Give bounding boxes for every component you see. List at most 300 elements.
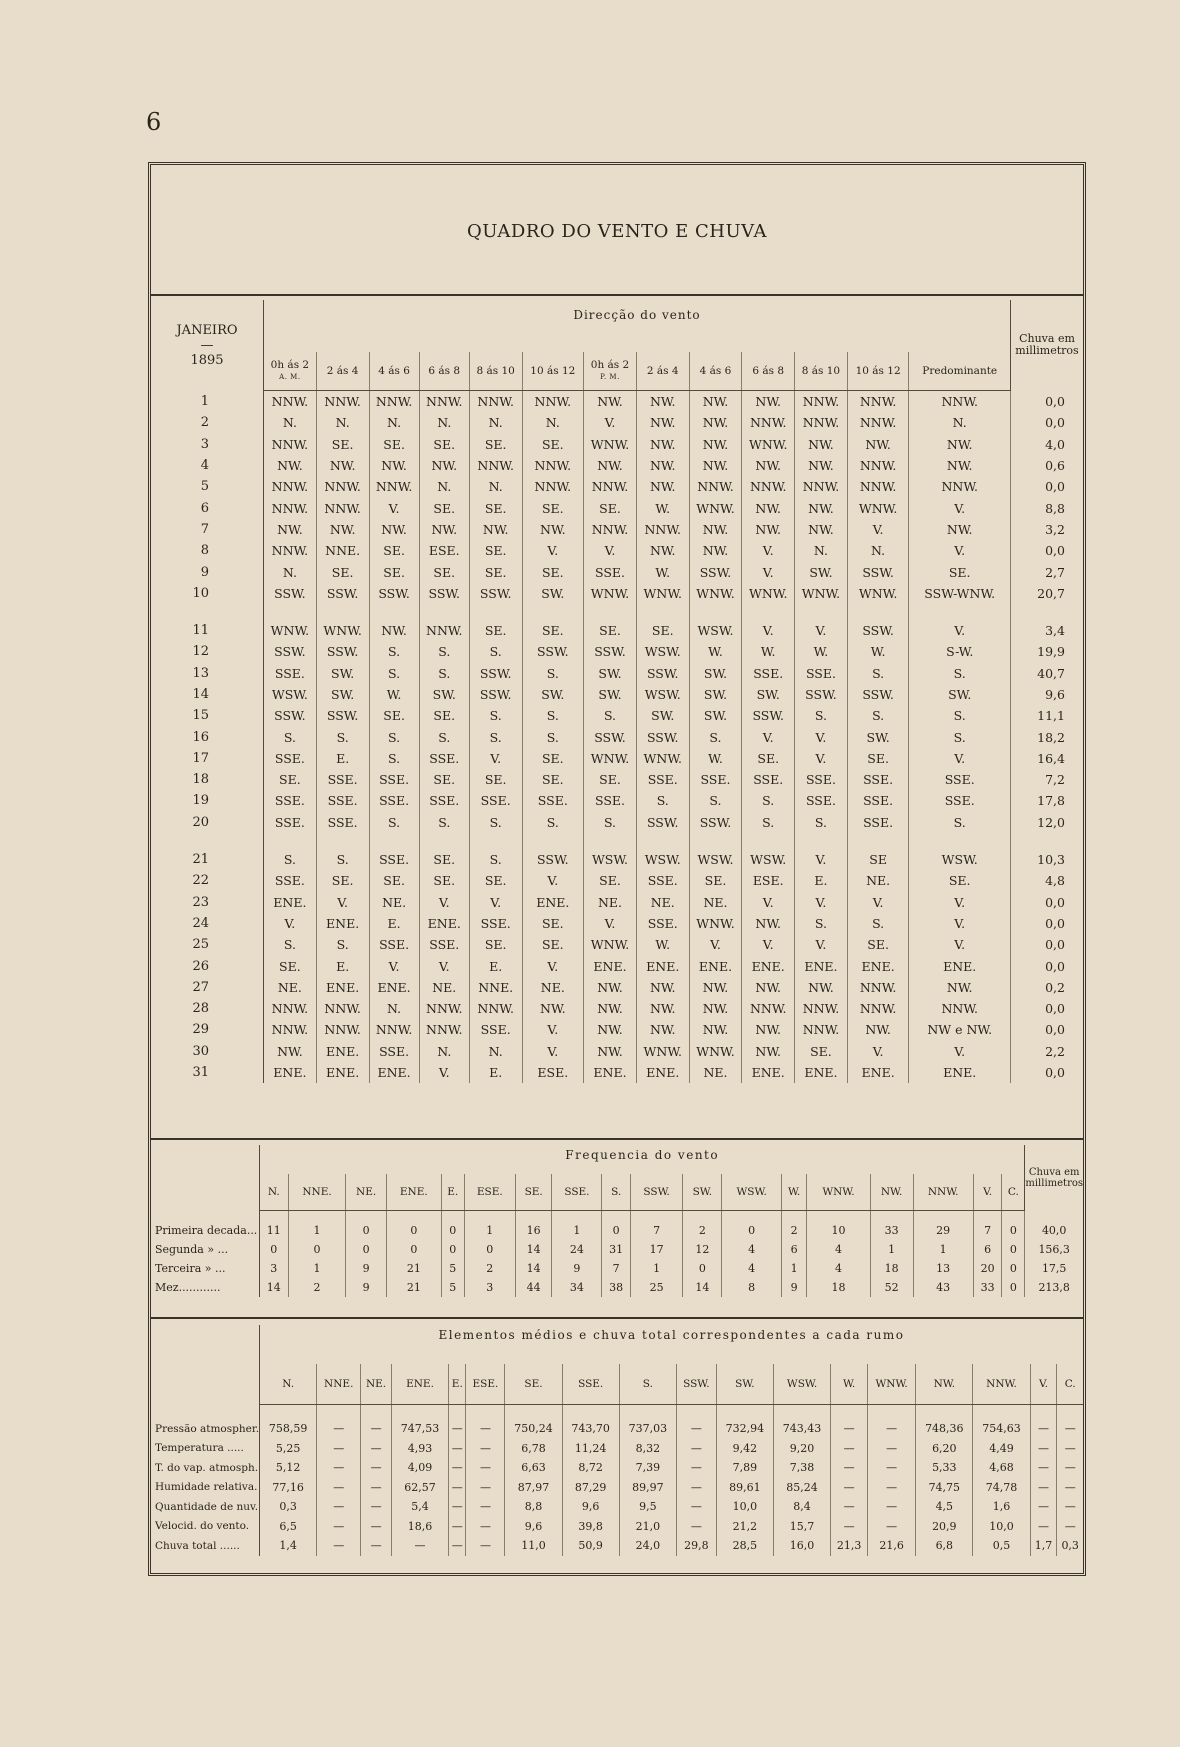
wind-direction-cell: SE. [636,620,689,641]
element-value-cell: 6,20 [916,1439,973,1459]
wind-direction-cell: V. [419,1062,469,1083]
rain-cell: 0,0 [1011,934,1084,955]
wind-direction-cell: V. [469,892,522,913]
frequency-cell: 3 [260,1259,289,1278]
frequency-group-header: Frequencia do vento [565,1148,720,1162]
wind-direction-cell: N. [264,412,317,433]
row-label: T. do vap. atmosph. [151,1458,260,1478]
wind-direction-cell: SSE. [795,769,848,790]
wind-direction-cell: E. [795,870,848,891]
wind-direction-cell: SE. [264,769,317,790]
wind-direction-cell: ENE. [909,1062,1011,1083]
wind-direction-cell: NW. [909,977,1011,998]
time-column-header [522,352,584,391]
wind-direction-cell: NW. [636,434,689,455]
element-value-cell: — [1064,1422,1076,1436]
frequency-cell: 5 [441,1259,464,1278]
wind-direction-cell: WNW. [584,583,637,604]
wind-direction-cell: NNE. [469,977,522,998]
frequency-cell: 0 [441,1221,464,1240]
wind-direction-cell: WSW. [689,620,742,641]
element-value-cell: 89,61 [716,1478,773,1498]
wind-direction-cell: V. [909,540,1011,561]
wind-direction-cell: SE. [469,540,522,561]
time-column-header [847,352,909,391]
frequency-cell: 0 [260,1240,289,1259]
wind-direction-cell: SSE. [419,934,469,955]
element-value-cell: 10,0 [716,1497,773,1517]
element-value-cell: — [676,1458,716,1478]
table-row [151,455,1083,476]
day-number: 8 [151,540,264,561]
element-value-cell: — [361,1439,392,1459]
time-column-header [264,352,317,391]
wind-direction-cell: N. [369,412,419,433]
wind-direction-cell: V. [584,540,637,561]
wind-direction-cell: V. [369,497,419,518]
wind-direction-cell: V. [795,849,848,870]
wind-direction-cell: ENE. [795,1062,848,1083]
wind-direction-cell: WNW. [689,913,742,934]
rain-cell: 11,1 [1011,705,1084,726]
wind-direction-cell: S. [316,726,369,747]
wind-direction-cell: S. [369,641,419,662]
wind-direction-cell: SSE. [469,913,522,934]
wind-direction-cell: S. [522,812,584,833]
wind-direction-cell: SSE. [264,790,317,811]
element-value-cell: 11,0 [505,1536,562,1556]
frequency-cell: 6 [973,1240,1002,1259]
wind-direction-cell: SSW. [689,812,742,833]
wind-direction-cell: V. [847,892,909,913]
wind-direction-cell: SSE. [795,663,848,684]
wind-direction-cell: V. [795,892,848,913]
element-value-cell: — [317,1497,361,1517]
wind-direction-cell: SE. [847,934,909,955]
wind-direction-cell: V. [742,726,795,747]
frequency-cell: 0 [722,1221,782,1240]
elements-column-header: SE. [505,1364,562,1405]
wind-direction-cell: NNW. [316,497,369,518]
time-column-label: 2 ás 4 [326,365,359,377]
frequency-column-header: W. [781,1174,806,1211]
wind-direction-cell: V. [742,934,795,955]
wind-direction-cell: ENE. [522,892,584,913]
element-value-cell: — [1064,1441,1076,1455]
wind-direction-cell: W. [847,641,909,662]
element-value-cell: 732,94 [716,1419,773,1439]
wind-direction-cell: NW. [689,391,742,413]
frequency-cell: 0 [602,1221,631,1240]
wind-direction-cell: SW. [847,726,909,747]
day-number: 31 [151,1062,264,1083]
wind-direction-cell: WNW. [795,583,848,604]
wind-direction-cell: SSE. [469,1019,522,1040]
element-value-cell: — [1064,1500,1076,1514]
element-value-cell: 5,4 [391,1497,448,1517]
elements-column-header: SSE. [562,1364,619,1405]
day-number: 20 [151,812,264,833]
wind-direction-cell: S. [909,705,1011,726]
table-row [151,1019,1083,1040]
wind-direction-cell: NE. [689,1062,742,1083]
wind-direction-cell: S. [469,812,522,833]
frequency-cell: 1 [630,1259,682,1278]
wind-direction-cell: SE. [584,870,637,891]
wind-direction-cell: WNW. [584,434,637,455]
frequency-column-header: V. [973,1174,1002,1211]
element-value-cell: 0,3 [260,1497,317,1517]
time-column-label: 0h ás 2 [590,359,630,371]
wind-direction-cell: NE. [847,870,909,891]
rain-cell: 40,0 [1025,1221,1083,1240]
element-value-cell: — [317,1439,361,1459]
table-row [151,1259,1083,1278]
wind-direction-cell: V. [909,497,1011,518]
rain-cell: 4,8 [1011,870,1084,891]
wind-direction-cell: SSW. [522,849,584,870]
wind-direction-cell: S. [689,726,742,747]
wind-direction-cell: SE [847,849,909,870]
wind-direction-cell: S. [847,705,909,726]
element-value-cell: 74,78 [973,1478,1030,1498]
table-row [151,583,1083,604]
wind-direction-cell: SE. [369,561,419,582]
wind-direction-cell: V. [909,1041,1011,1062]
table-row [151,955,1083,976]
wind-direction-cell: NNW. [636,519,689,540]
wind-direction-cell: NNW. [316,476,369,497]
wind-frequency-table [151,1145,1083,1297]
element-value-cell: 750,24 [505,1419,562,1439]
decade-gap [151,604,1083,620]
wind-direction-cell: NW. [742,1041,795,1062]
frequency-cell: 0 [386,1240,441,1259]
element-value-cell: — [449,1478,466,1498]
rain-cell: 20,7 [1011,583,1084,604]
table-row [151,663,1083,684]
wind-direction-cell: SE. [522,620,584,641]
wind-direction-cell: NE. [264,977,317,998]
wind-direction-cell: V. [522,870,584,891]
wind-direction-cell: NW. [636,977,689,998]
wind-direction-cell: NNW. [584,519,637,540]
time-column-period: A. M. [279,373,301,381]
frequency-cell: 16 [515,1221,552,1240]
wind-direction-cell: ENE. [264,1062,317,1083]
wind-direction-cell: NW. [795,497,848,518]
time-column-header [909,352,1011,391]
wind-direction-cell: NNW. [742,412,795,433]
frequency-cell: 4 [807,1240,870,1259]
wind-direction-cell: NW. [419,455,469,476]
wind-direction-cell: N. [909,412,1011,433]
wind-direction-cell: ENE. [316,1041,369,1062]
rain-cell: 10,3 [1011,849,1084,870]
wind-direction-cell: SE. [847,748,909,769]
wind-direction-cell: WSW. [636,849,689,870]
wind-direction-cell: SSE. [636,913,689,934]
wind-direction-cell: SW. [316,663,369,684]
time-column-period: P. M. [600,373,620,381]
table-row [151,1478,1083,1498]
wind-direction-cell: NE. [369,892,419,913]
day-number: 29 [151,1019,264,1040]
element-value-cell: 9,20 [773,1439,830,1459]
frequency-cell: 9 [346,1278,386,1297]
frequency-rain-header: Chuva em millimetros [1025,1145,1083,1211]
table-row [151,934,1083,955]
element-value-cell: — [466,1536,505,1556]
wind-direction-cell: SE. [522,934,584,955]
frequency-cell: 14 [515,1259,552,1278]
wind-direction-cell: NW. [795,455,848,476]
day-number: 30 [151,1041,264,1062]
wind-direction-cell: NW. [369,620,419,641]
wind-direction-cell: V. [742,892,795,913]
wind-direction-cell: NW. [742,977,795,998]
rain-cell: 17,8 [1011,790,1084,811]
wind-direction-cell: WSW. [742,849,795,870]
element-value-cell: 8,8 [505,1497,562,1517]
wind-direction-cell: SE. [316,561,369,582]
wind-direction-cell: NW. [584,391,637,413]
wind-direction-cell: S. [469,726,522,747]
frequency-cell: 1 [913,1240,973,1259]
element-value-cell: 4,68 [973,1458,1030,1478]
wind-direction-cell: SSW. [316,705,369,726]
element-value-cell: 9,6 [505,1517,562,1537]
row-label: Primeira decada... [151,1221,260,1240]
table-row [151,977,1083,998]
rain-cell: 9,6 [1011,684,1084,705]
element-value-cell: 743,70 [562,1419,619,1439]
wind-direction-cell: SW. [316,684,369,705]
frequency-cell: 6 [781,1240,806,1259]
element-value-cell: 758,59 [260,1419,317,1439]
wind-direction-cell: ENE. [636,955,689,976]
element-value-cell: — [676,1497,716,1517]
element-value-cell: 6,5 [260,1517,317,1537]
table-row [151,497,1083,518]
wind-direction-cell: S. [419,663,469,684]
wind-direction-cell: N. [419,476,469,497]
wind-direction-cell: S. [369,726,419,747]
element-value-cell: 7,38 [773,1458,830,1478]
element-value-cell: 6,8 [916,1536,973,1556]
wind-direction-cell: SE. [469,497,522,518]
wind-direction-cell: WSW. [689,849,742,870]
day-number: 4 [151,455,264,476]
wind-direction-cell: SE. [689,870,742,891]
wind-direction-cell: V. [316,892,369,913]
wind-direction-cell: V. [742,561,795,582]
table-row [151,705,1083,726]
wind-direction-cell: V. [522,540,584,561]
element-value-cell: 743,43 [773,1419,830,1439]
day-number: 26 [151,955,264,976]
wind-direction-cell: SE. [369,870,419,891]
wind-direction-cell: NNW. [847,998,909,1019]
frequency-cell: 1 [464,1221,515,1240]
wind-direction-cell: SSE. [847,812,909,833]
wind-direction-cell: S. [909,663,1011,684]
day-number: 9 [151,561,264,582]
wind-direction-cell: S. [689,790,742,811]
wind-direction-cell: SW. [689,663,742,684]
wind-direction-cell: NNW. [522,391,584,413]
wind-direction-cell: SE. [909,870,1011,891]
elements-column-header: WSW. [773,1364,830,1405]
wind-direction-cell: NNW. [264,497,317,518]
wind-direction-cell: W. [369,684,419,705]
time-column-label: 10 ás 12 [530,365,576,377]
wind-direction-cell: SSE. [316,769,369,790]
wind-direction-cell: SE. [419,561,469,582]
elements-column-header: SSW. [676,1364,716,1405]
wind-direction-cell: SSW. [584,726,637,747]
wind-direction-cell: NNW. [909,476,1011,497]
section-rule-1 [151,1138,1083,1140]
wind-direction-cell: SW. [909,684,1011,705]
wind-direction-cell: NW. [584,455,637,476]
wind-direction-cell: SE. [369,540,419,561]
wind-direction-cell: WNW. [316,620,369,641]
wind-direction-cell: SSW. [316,641,369,662]
frequency-cell: 25 [630,1278,682,1297]
frequency-cell: 8 [722,1278,782,1297]
frequency-cell: 24 [552,1240,602,1259]
wind-direction-cell: NNW. [795,391,848,413]
day-number: 24 [151,913,264,934]
wind-direction-cell: SE. [469,870,522,891]
frequency-column-header: WSW. [722,1174,782,1211]
wind-direction-cell: NNW. [419,998,469,1019]
wind-direction-cell: NNW. [742,998,795,1019]
element-value-cell: — [1030,1478,1057,1498]
wind-direction-cell: NW. [419,519,469,540]
wind-direction-cell: NNW. [522,455,584,476]
frequency-column-header: NW. [870,1174,913,1211]
wind-direction-cell: SW. [584,684,637,705]
rain-cell: 2,7 [1011,561,1084,582]
wind-direction-cell: SW. [742,684,795,705]
wind-direction-cell: NW. [369,519,419,540]
row-label: Terceira » ... [151,1259,260,1278]
wind-direction-cell: S. [419,641,469,662]
wind-direction-cell: ENE. [369,1062,419,1083]
table-row [151,790,1083,811]
table-row [151,412,1083,433]
wind-direction-cell: SE. [469,934,522,955]
frequency-cell: 9 [552,1259,602,1278]
frequency-cell: 0 [288,1240,346,1259]
wind-direction-cell: SSW. [689,561,742,582]
element-value-cell: 89,97 [619,1478,676,1498]
wind-direction-cell: S. [636,790,689,811]
wind-direction-cell: SE. [419,769,469,790]
element-value-cell: — [831,1419,868,1439]
frequency-cell: 52 [870,1278,913,1297]
wind-direction-cell: NW. [909,455,1011,476]
wind-direction-cell: S. [847,913,909,934]
wind-direction-cell: NNW. [909,998,1011,1019]
wind-direction-cell: SE. [742,748,795,769]
wind-direction-cell: V. [584,913,637,934]
wind-direction-cell: NW. [795,519,848,540]
element-value-cell: 11,24 [562,1439,619,1459]
rain-cell: 7,2 [1011,769,1084,790]
wind-direction-cell: WNW. [689,497,742,518]
element-value-cell: 754,63 [973,1419,1030,1439]
row-label: Segunda » ... [151,1240,260,1259]
wind-direction-cell: WNW. [636,748,689,769]
wind-direction-cell: NW. [316,455,369,476]
wind-direction-cell: V. [522,1041,584,1062]
frequency-cell: 31 [602,1240,631,1259]
wind-direction-cell: V. [742,540,795,561]
wind-direction-cell: ESE. [742,870,795,891]
wind-direction-cell: SSE. [469,790,522,811]
elements-column-header: NNE. [317,1364,361,1405]
section-rule-2 [151,1317,1083,1319]
rain-cell: 3,4 [1011,620,1084,641]
wind-direction-cell: SSE. [909,790,1011,811]
wind-direction-cell: SSW. [264,583,317,604]
element-value-cell: — [466,1439,505,1459]
element-value-cell: — [317,1517,361,1537]
wind-direction-cell: SSW-WNW. [909,583,1011,604]
table-row [151,769,1083,790]
elements-column-header: SW. [716,1364,773,1405]
element-value-cell: 85,24 [773,1478,830,1498]
day-number: 1 [151,391,264,413]
wind-direction-cell: W. [795,641,848,662]
frequency-column-header: WNW. [807,1174,870,1211]
element-value-cell: 62,57 [391,1478,448,1498]
wind-direction-cell: SSW. [369,583,419,604]
row-spacer [151,1405,1083,1420]
wind-direction-cell: S. [316,934,369,955]
time-column-header [742,352,795,391]
elements-column-header: NW. [916,1364,973,1405]
frequency-cell: 0 [441,1240,464,1259]
element-value-cell: — [317,1536,361,1556]
table-row [151,726,1083,747]
wind-direction-cell: N. [264,561,317,582]
wind-direction-cell: NNW. [795,412,848,433]
wind-direction-cell: NNW. [847,977,909,998]
table-row [151,812,1083,833]
wind-direction-cell: WNW. [584,748,637,769]
table-row [151,519,1083,540]
wind-direction-cell: W. [689,641,742,662]
wind-direction-cell: ESE. [419,540,469,561]
frequency-cell: 1 [288,1221,346,1240]
wind-direction-cell: S. [847,663,909,684]
element-value-cell: — [831,1478,868,1498]
wind-direction-cell: NW. [522,519,584,540]
wind-direction-cell: SSE. [584,561,637,582]
wind-direction-cell: ENE. [316,1062,369,1083]
frequency-cell: 0 [683,1259,722,1278]
table-row [151,913,1083,934]
wind-direction-cell: NW. [742,519,795,540]
element-value-cell: 5,12 [260,1458,317,1478]
rain-cell: 0,0 [1011,913,1084,934]
wind-direction-cell: S. [419,726,469,747]
wind-direction-cell: SE. [419,497,469,518]
